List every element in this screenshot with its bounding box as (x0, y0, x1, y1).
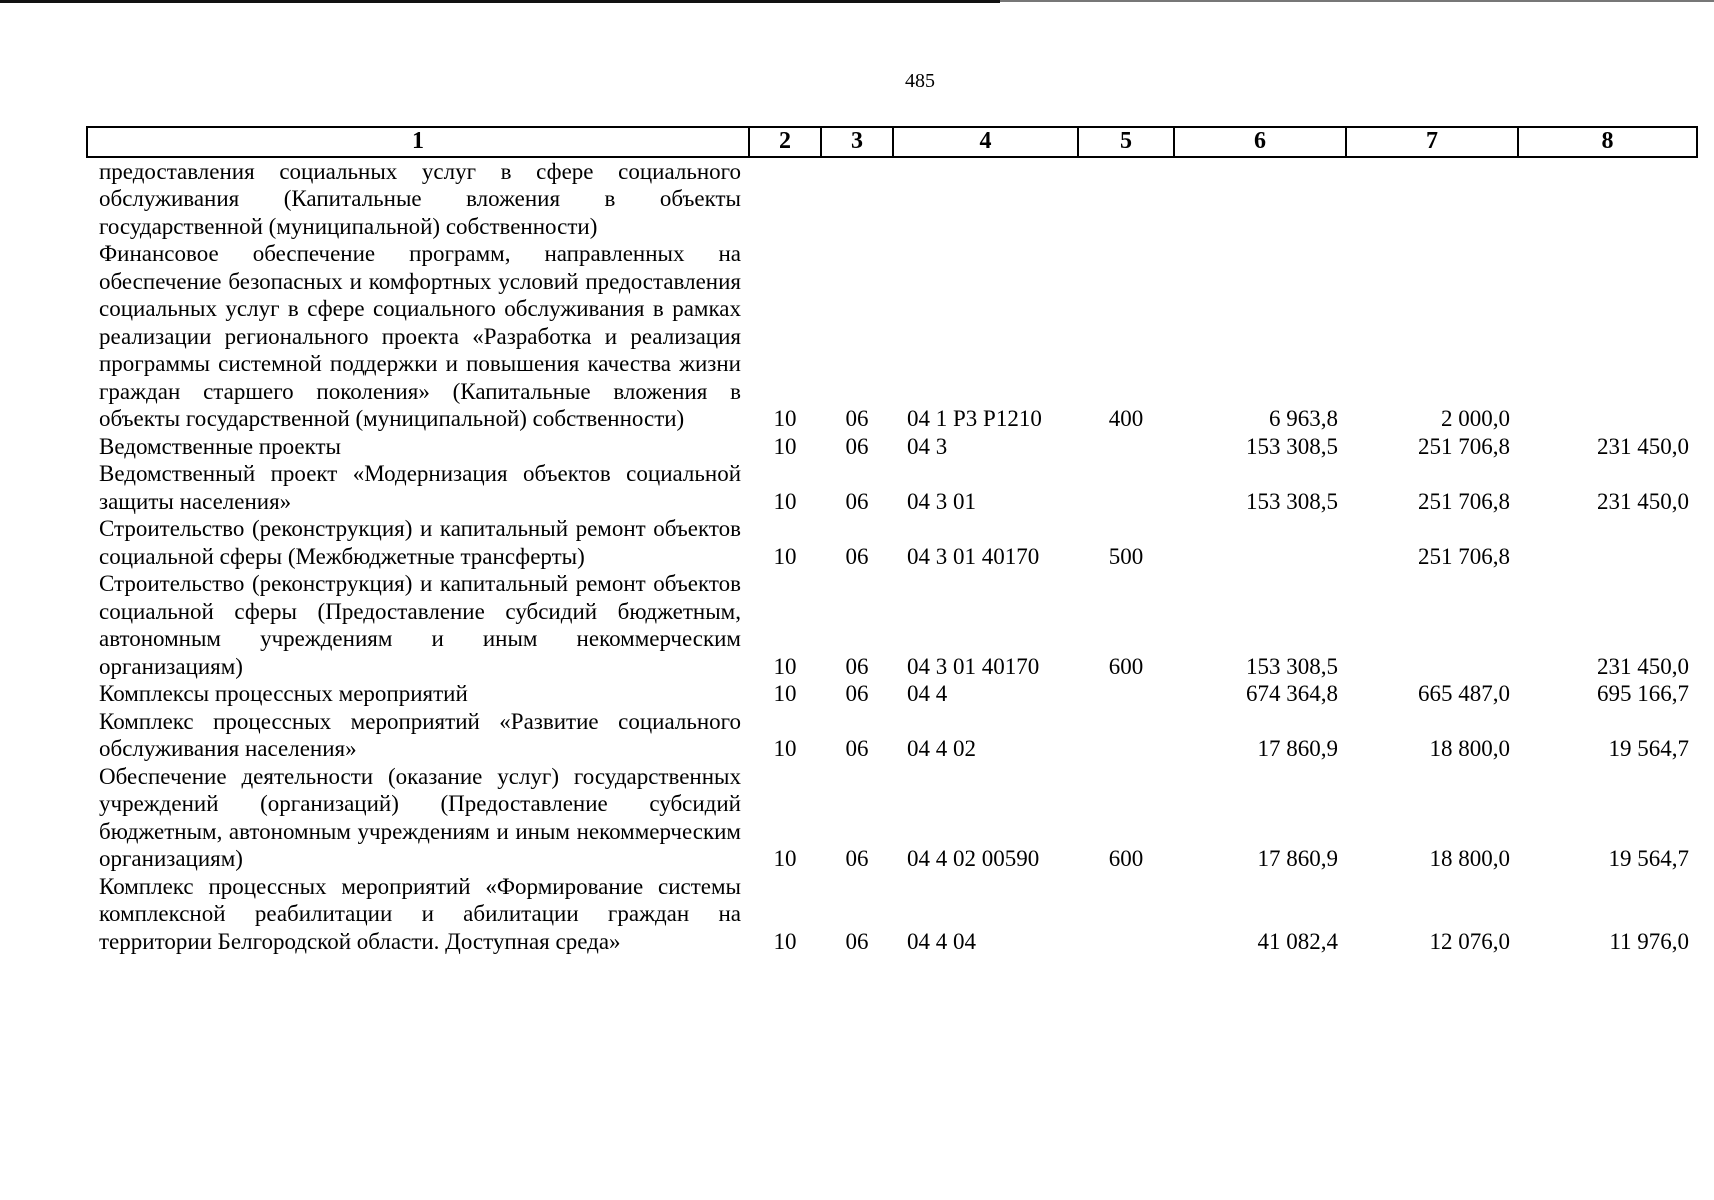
row-amount-8 (1518, 515, 1697, 570)
row-description: Комплекс процессных мероприятий «Формирование системы комплексной реабилитации и абилитации граждан на территории Белгородской области. Доступная среда» (99, 873, 741, 954)
header-cell-7: 7 (1346, 127, 1518, 157)
row-amount-6: 674 364,8 (1246, 681, 1338, 706)
row-section: 10 (773, 846, 797, 871)
row-amount-8 (1518, 240, 1697, 433)
row-target-article: 04 3 01 40170 (907, 543, 1040, 569)
table-row (87, 240, 1697, 433)
row-amount-7: 251 706,8 (1418, 433, 1510, 459)
row-amount-6: 153 308,5 (1246, 653, 1338, 679)
header-cell-1: 1 (87, 127, 749, 157)
row-amount-6 (1174, 157, 1346, 241)
row-amount-6 (1174, 515, 1346, 570)
row-description: Комплекс процессных мероприятий «Развитие социального обслуживания населения» (99, 708, 741, 761)
row-amount-7: 2 000,0 (1441, 406, 1510, 431)
row-description: Комплексы процессных мероприятий (99, 681, 468, 706)
row-subsection: 06 (845, 488, 869, 514)
row-expense-type: 400 (1108, 406, 1144, 431)
row-section: 10 (773, 653, 797, 679)
table-row (87, 570, 1697, 680)
row-description: Обеспечение деятельности (оказание услуг) государственных учреждений (организаций) (Предоставление субсидий бюджетным, автономным учреждениям и иным некоммерческим организациям) (99, 763, 741, 871)
row-subsection: 06 (845, 653, 869, 679)
row-target-article: 04 4 02 (907, 736, 976, 761)
row-section: 10 (773, 928, 797, 954)
row-expense-type: 600 (1108, 846, 1144, 871)
scan-artifact-line (0, 0, 1000, 3)
row-target-article: 04 1 Р3 Р1210 (907, 406, 1042, 431)
row-description: предоставления социальных услуг в сфере социального обслуживания (Капитальные вложения в объекты государственной (муниципальной) собственности) (99, 158, 741, 239)
row-section: 10 (773, 543, 797, 569)
header-row (87, 127, 1697, 157)
budget-table (86, 126, 1698, 955)
row-amount-6: 17 860,9 (1257, 736, 1338, 761)
row-subsection: 06 (845, 406, 869, 431)
header-cell-8: 8 (1518, 127, 1697, 157)
row-expense-type (1078, 873, 1174, 956)
row-amount-7 (1346, 157, 1518, 241)
row-description: Финансовое обеспечение программ, направленных на обеспечение безопасных и комфортных условий предоставления социальных услуг в сфере социального обслуживания в рамках реализации регионального проекта «Разработка и реализация программы системной поддержки и повышения качества жизни граждан старшего поколения» (Капитальные вложения в объекты государственной (муниципальной) собственности) (99, 241, 741, 431)
row-description: Строительство (реконструкция) и капитальный ремонт объектов социальной сферы (Предоставление субсидий бюджетным, автономным учреждениям и иным некоммерческим организациям) (99, 571, 741, 679)
row-amount-7: 251 706,8 (1418, 488, 1510, 514)
row-section: 10 (773, 406, 797, 431)
row-amount-8: 11 976,0 (1609, 928, 1689, 954)
header-cell-6: 6 (1174, 127, 1346, 157)
row-expense-type: 500 (1108, 543, 1144, 569)
row-subsection: 06 (845, 846, 869, 871)
row-target-article: 04 3 01 (907, 488, 976, 514)
table-row (87, 763, 1697, 873)
row-amount-8: 19 564,7 (1608, 846, 1689, 871)
row-amount-6: 6 963,8 (1269, 406, 1338, 431)
row-amount-6: 153 308,5 (1246, 433, 1338, 459)
row-amount-8: 695 166,7 (1597, 681, 1689, 706)
row-section: 10 (773, 681, 797, 706)
row-target-article: 04 4 04 (907, 928, 976, 954)
row-amount-8: 231 450,0 (1597, 433, 1689, 459)
row-amount-7: 12 076,0 (1429, 928, 1510, 954)
row-description: Ведомственный проект «Модернизация объектов социальной защиты населения» (99, 461, 741, 514)
row-amount-7: 18 800,0 (1429, 846, 1510, 871)
row-section (749, 157, 821, 241)
row-amount-8: 231 450,0 (1597, 488, 1689, 514)
row-amount-7 (1346, 570, 1518, 680)
table-row (87, 460, 1697, 515)
table-row (87, 708, 1697, 763)
row-subsection (821, 157, 893, 241)
row-amount-8 (1518, 157, 1697, 241)
row-amount-7: 665 487,0 (1418, 681, 1510, 706)
page-number: 485 (905, 70, 935, 92)
row-expense-type: 600 (1108, 653, 1144, 679)
row-description: Ведомственные проекты (99, 433, 341, 459)
row-description: Строительство (реконструкция) и капитальный ремонт объектов социальной сферы (Межбюджетные трансферты) (99, 516, 741, 569)
row-expense-type (1078, 433, 1174, 461)
header-cell-3: 3 (821, 127, 893, 157)
row-target-article: 04 4 (907, 681, 948, 706)
row-subsection: 06 (845, 736, 869, 761)
row-amount-6: 41 082,4 (1257, 928, 1338, 954)
table-row (87, 873, 1697, 956)
row-subsection: 06 (845, 433, 869, 459)
row-amount-8: 231 450,0 (1597, 653, 1689, 679)
header-cell-5: 5 (1078, 127, 1174, 157)
row-subsection: 06 (845, 543, 869, 569)
row-amount-6: 153 308,5 (1246, 488, 1338, 514)
row-expense-type (1078, 460, 1174, 515)
table-row (87, 515, 1697, 570)
row-amount-7: 251 706,8 (1418, 543, 1510, 569)
row-section: 10 (773, 433, 797, 459)
row-subsection: 06 (845, 681, 869, 706)
row-section: 10 (773, 488, 797, 514)
row-expense-type (1078, 680, 1174, 708)
table-row (87, 157, 1697, 241)
row-target-article: 04 3 01 40170 (907, 653, 1040, 679)
row-section: 10 (773, 736, 797, 761)
table-row (87, 433, 1697, 461)
table-row (87, 680, 1697, 708)
row-amount-6: 17 860,9 (1257, 846, 1338, 871)
header-cell-4: 4 (893, 127, 1078, 157)
header-cell-2: 2 (749, 127, 821, 157)
row-amount-8: 19 564,7 (1608, 736, 1689, 761)
row-amount-7: 18 800,0 (1429, 736, 1510, 761)
row-expense-type (1078, 708, 1174, 763)
row-subsection: 06 (845, 928, 869, 954)
row-target-article: 04 3 (907, 433, 948, 459)
row-target-article (893, 157, 1078, 241)
row-expense-type (1078, 157, 1174, 241)
row-target-article: 04 4 02 00590 (907, 846, 1040, 871)
